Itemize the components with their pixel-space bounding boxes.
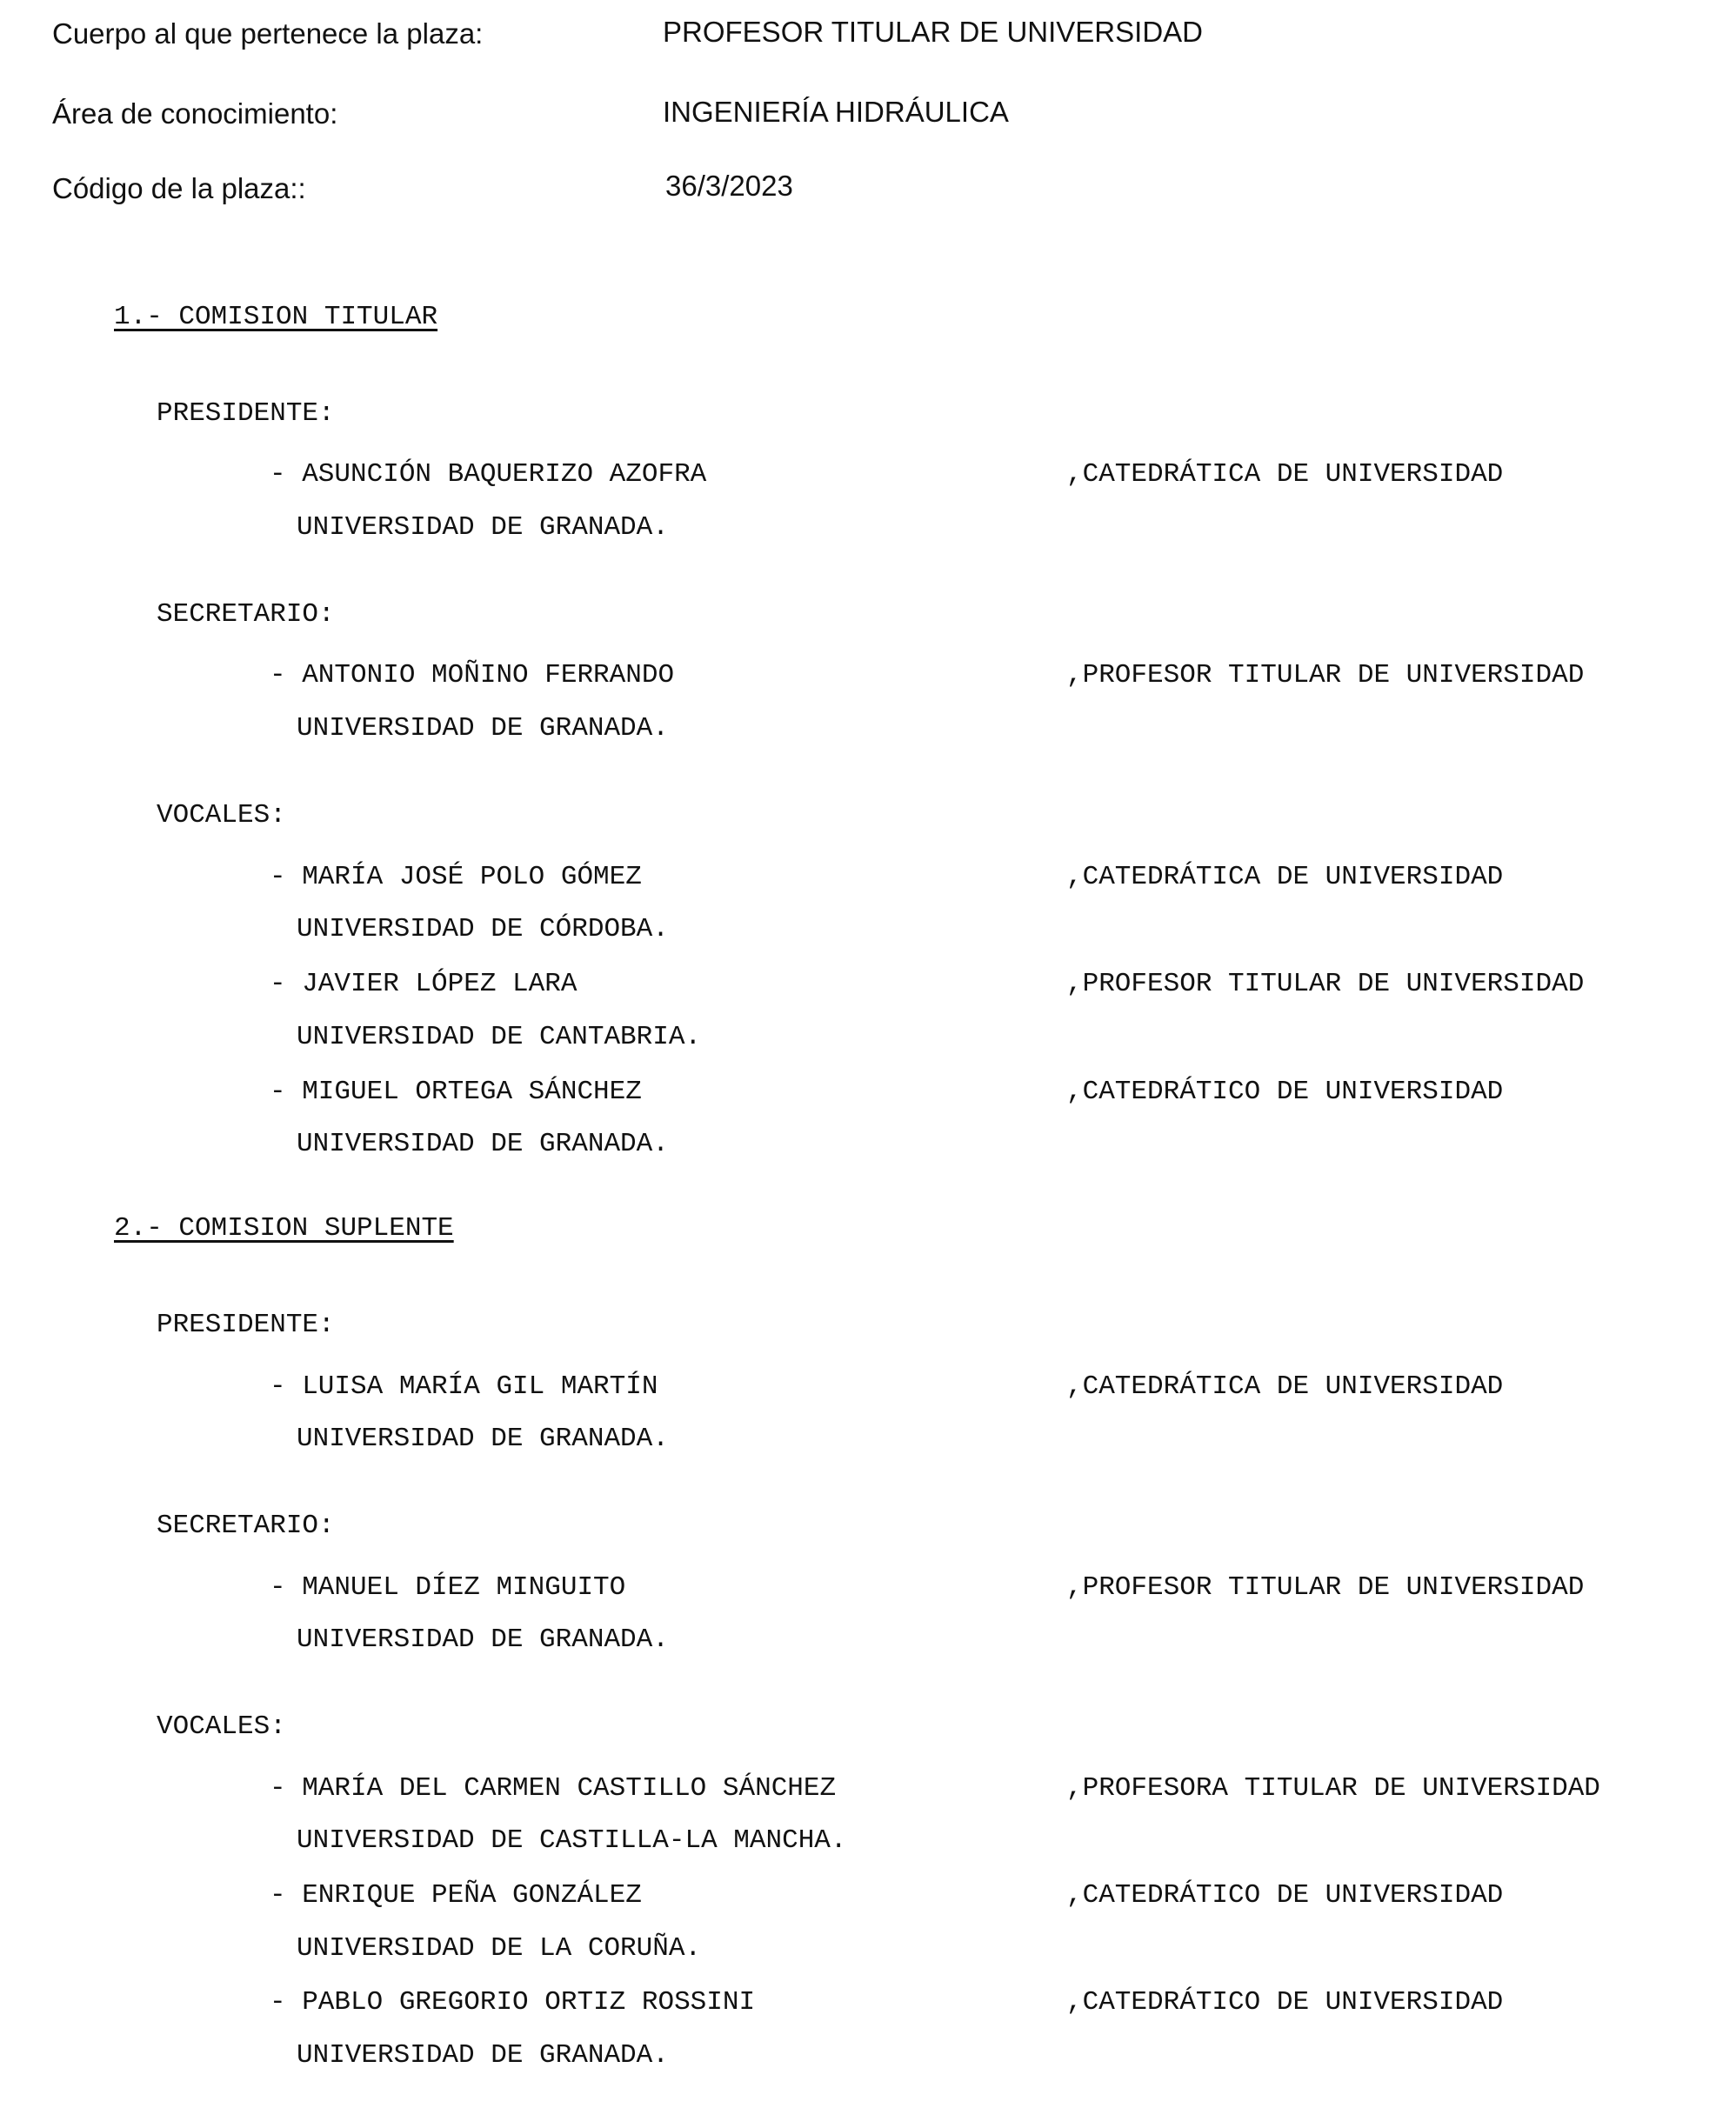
member-name: - MARÍA DEL CARMEN CASTILLO SÁNCHEZ xyxy=(270,1773,837,1804)
member-university: UNIVERSIDAD DE LA CORUÑA. xyxy=(297,1933,702,1964)
member-name: - ENRIQUE PEÑA GONZÁLEZ xyxy=(270,1880,642,1911)
area-label: Área de conocimiento: xyxy=(52,97,338,130)
member-position: ,PROFESORA TITULAR DE UNIVERSIDAD xyxy=(1066,1773,1600,1804)
titular-vocales-label: VOCALES: xyxy=(157,800,286,831)
member-position: ,CATEDRÁTICA DE UNIVERSIDAD xyxy=(1066,862,1504,892)
member-name: - ASUNCIÓN BAQUERIZO AZOFRA xyxy=(270,459,707,490)
suplente-presidente-label: PRESIDENTE: xyxy=(157,1310,335,1340)
member-position: ,CATEDRÁTICO DE UNIVERSIDAD xyxy=(1066,1987,1504,2018)
member-name: - MIGUEL ORTEGA SÁNCHEZ xyxy=(270,1077,642,1107)
member-university: UNIVERSIDAD DE CÓRDOBA. xyxy=(297,914,669,944)
member-university: UNIVERSIDAD DE GRANADA. xyxy=(297,1129,669,1159)
member-position: ,PROFESOR TITULAR DE UNIVERSIDAD xyxy=(1066,660,1585,690)
member-university: UNIVERSIDAD DE GRANADA. xyxy=(297,1424,669,1454)
suplente-secretario-label: SECRETARIO: xyxy=(157,1511,335,1541)
titular-heading: 1.- COMISION TITULAR xyxy=(114,302,438,332)
area-value: INGENIERÍA HIDRÁULICA xyxy=(663,96,1009,128)
member-position: ,CATEDRÁTICO DE UNIVERSIDAD xyxy=(1066,1077,1504,1107)
member-name: - PABLO GREGORIO ORTIZ ROSSINI xyxy=(270,1987,756,2018)
member-university: UNIVERSIDAD DE GRANADA. xyxy=(297,2040,669,2071)
member-name: - MANUEL DÍEZ MINGUITO xyxy=(270,1572,626,1603)
codigo-value: 36/3/2023 xyxy=(665,170,793,202)
member-university: UNIVERSIDAD DE CASTILLA-LA MANCHA. xyxy=(297,1825,847,1856)
member-university: UNIVERSIDAD DE GRANADA. xyxy=(297,713,669,744)
suplente-vocales-label: VOCALES: xyxy=(157,1711,286,1742)
cuerpo-label: Cuerpo al que pertenece la plaza: xyxy=(52,17,484,50)
titular-presidente-label: PRESIDENTE: xyxy=(157,398,335,429)
member-university: UNIVERSIDAD DE GRANADA. xyxy=(297,512,669,543)
member-university: UNIVERSIDAD DE GRANADA. xyxy=(297,1624,669,1655)
member-name: - JAVIER LÓPEZ LARA xyxy=(270,969,578,999)
member-position: ,PROFESOR TITULAR DE UNIVERSIDAD xyxy=(1066,1572,1585,1603)
member-position: ,CATEDRÁTICO DE UNIVERSIDAD xyxy=(1066,1880,1504,1911)
member-name: - ANTONIO MOÑINO FERRANDO xyxy=(270,660,675,690)
member-position: ,CATEDRÁTICA DE UNIVERSIDAD xyxy=(1066,459,1504,490)
member-position: ,PROFESOR TITULAR DE UNIVERSIDAD xyxy=(1066,969,1585,999)
member-name: - LUISA MARÍA GIL MARTÍN xyxy=(270,1371,658,1402)
suplente-heading: 2.- COMISION SUPLENTE xyxy=(114,1213,454,1244)
member-position: ,CATEDRÁTICA DE UNIVERSIDAD xyxy=(1066,1371,1504,1402)
codigo-label: Código de la plaza:: xyxy=(52,172,306,204)
titular-secretario-label: SECRETARIO: xyxy=(157,599,335,630)
cuerpo-value: PROFESOR TITULAR DE UNIVERSIDAD xyxy=(663,16,1203,48)
member-university: UNIVERSIDAD DE CANTABRIA. xyxy=(297,1022,702,1052)
member-name: - MARÍA JOSÉ POLO GÓMEZ xyxy=(270,862,642,892)
